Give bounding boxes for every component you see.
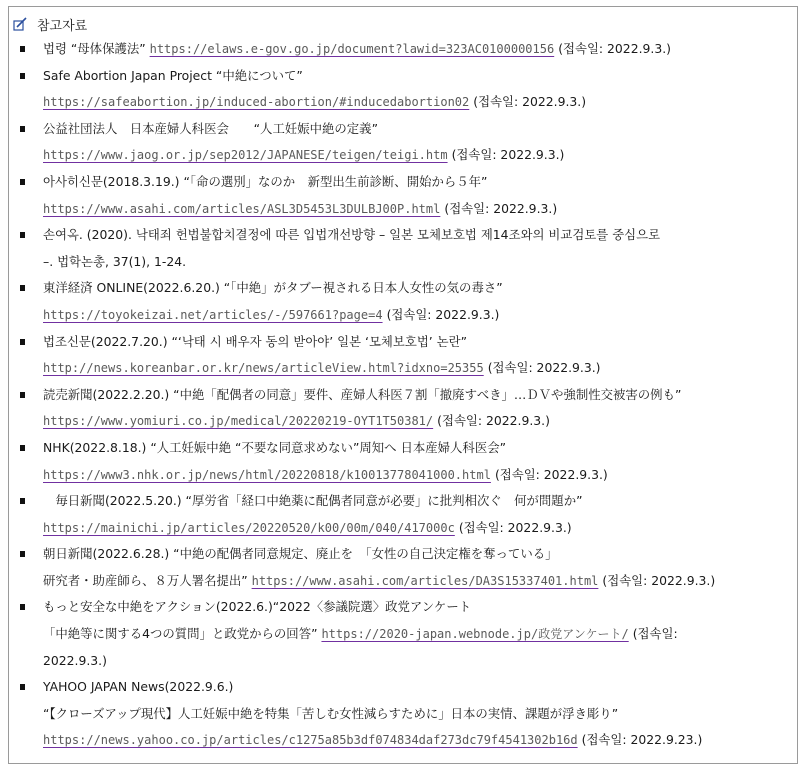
reference-item	[20, 329, 790, 382]
reference-link[interactable]: http://news.koreanbar.or.kr/news/articleView.html?idxno=25355	[43, 361, 484, 376]
reference-text: 법령 “母体保護法”	[43, 41, 150, 56]
reference-line	[43, 222, 790, 249]
reference-line	[43, 89, 790, 116]
reference-text: 研究者・助産師ら、８万人署名提出”	[43, 572, 252, 588]
reference-text: “【クローズアップ現代】人工妊娠中絶を特集「苦しむ女性減らすために」日本の実情、課題が浮き彫り”	[43, 705, 619, 721]
reference-text: 東洋経済 ONLINE(2022.6.20.) “「中絶」がタブー視される日本人女性の気の毒さ”	[43, 280, 503, 296]
access-date: (접속일: 2022.9.3.)	[437, 413, 550, 429]
reference-line	[43, 515, 790, 542]
reference-text: YAHOO JAPAN News(2022.9.6.)	[43, 679, 234, 695]
pencil-note-icon	[13, 17, 27, 31]
reference-link[interactable]: https://news.yahoo.co.jp/articles/c1275a85b3df074834daf273dc79f4541302b16d	[43, 733, 578, 748]
reference-line	[43, 568, 790, 595]
reference-list	[20, 36, 790, 754]
reference-line	[43, 408, 790, 435]
access-date: (접속일: 2022.9.3.)	[494, 466, 608, 482]
reference-line	[43, 462, 790, 489]
access-date: (접속일: 2022.9.23.)	[581, 732, 703, 748]
reference-line	[43, 249, 790, 276]
reference-line	[43, 329, 790, 356]
reference-item	[20, 488, 790, 541]
reference-text: NHK(2022.8.18.) “人工妊娠中絶 “不要な同意求めない”周知へ 日本産婦人科医会”	[43, 439, 507, 455]
reference-item	[20, 63, 790, 116]
reference-text: 朝日新聞(2022.6.28.) “中絶の配偶者同意規定、廃止を 「女性の自己決定権を奪っている」	[43, 546, 558, 562]
access-date: (접속일: 2022.9.3.)	[458, 519, 572, 535]
reference-link[interactable]: https://safeabortion.jp/induced-abortion/#inducedabortion02	[43, 95, 470, 110]
reference-link[interactable]: https://www.jaog.or.jp/sep2012/JAPANESE/teigen/teigi.htm	[43, 148, 448, 163]
reference-item	[20, 674, 790, 754]
reference-line	[43, 275, 790, 302]
reference-line	[43, 435, 790, 462]
access-date: (접속일: 2022.9.3.)	[473, 94, 587, 110]
reference-line	[43, 488, 790, 515]
reference-text: 손여옥. (2020). 낙태죄 헌법불합치결정에 따른 입법개선방향 – 일본 모체보호법 제14조와의 비교검토를 중심으로	[43, 227, 661, 243]
reference-text: 読売新聞(2022.2.20.) “中絶「配偶者の同意」要件、産婦人科医７割「撤廃すべき」…ＤＶや強制性交被害の例も”	[43, 386, 682, 402]
section-header	[13, 12, 87, 36]
access-date: (접속일: 2022.9.3.)	[451, 147, 565, 163]
reference-line	[43, 355, 790, 382]
reference-link[interactable]: https://mainichi.jp/articles/20220520/k00/00m/040/417000c	[43, 520, 455, 535]
reference-link[interactable]: https://www.asahi.com/articles/ASL3D5453L3DULBJ00P.html	[43, 201, 441, 216]
reference-line	[43, 621, 790, 648]
reference-item	[20, 169, 790, 222]
reference-item	[20, 382, 790, 435]
access-date: (접속일: 2022.9.3.)	[487, 360, 601, 376]
reference-text: 「中絶等に関する4つの質問」と政党からの回答”	[43, 626, 322, 642]
reference-line	[43, 196, 790, 223]
reference-text: もっと安全な中絶をアクション(2022.6.)“2022〈参議院選〉政党アンケート	[43, 599, 472, 615]
reference-line	[43, 63, 790, 90]
reference-link[interactable]: https://elaws.e-gov.go.jp/document?lawid=323AC0100000156	[149, 42, 555, 56]
reference-line	[43, 727, 790, 754]
reference-text: 법조신문(2022.7.20.) “‘낙태 시 배우자 동의 받아야’ 일본 ‘모체보호법’ 논란”	[43, 333, 468, 349]
access-date: (접속일: 2022.9.3.)	[602, 572, 716, 588]
reference-line	[43, 382, 790, 409]
reference-link[interactable]: https://www.asahi.com/articles/DA3S15337401.html	[251, 573, 599, 588]
access-date: (접속일: 2022.9.3.)	[386, 306, 500, 322]
reference-text: –. 법학논총, 37(1), 1-24.	[43, 253, 187, 269]
reference-line	[43, 116, 790, 143]
access-date: (접속일:	[632, 626, 678, 642]
access-date: (접속일: 2022.9.3.)	[444, 200, 558, 216]
access-date: (접속일: 2022.9.3.)	[558, 41, 671, 56]
reference-line	[43, 169, 790, 196]
section-title: 참고자료	[37, 18, 88, 34]
reference-line	[43, 674, 790, 701]
reference-item	[20, 435, 790, 488]
reference-item	[20, 275, 790, 328]
reference-line	[43, 701, 790, 728]
reference-text: 2022.9.3.)	[43, 652, 107, 668]
reference-text: 毎日新聞(2022.5.20.) “厚労省「経口中絶薬に配偶者同意が必要」に批判相次ぐ 何が問題か”	[43, 493, 583, 509]
reference-text: Safe Abortion Japan Project “中絶について”	[43, 67, 303, 83]
reference-item	[20, 594, 790, 674]
reference-line	[43, 302, 790, 329]
reference-item	[20, 541, 790, 594]
reference-text: 아사히신문(2018.3.19.) “「命の選別」なのか 新型出生前診断、開始から５年”	[43, 173, 488, 189]
reference-link[interactable]: https://www.yomiuri.co.jp/medical/20220219-OYT1T50381/	[43, 414, 434, 429]
reference-line	[43, 541, 790, 568]
reference-text: 公益社団法人 日本産婦人科医会 “人工妊娠中絶の定義”	[43, 120, 378, 136]
reference-line	[43, 36, 790, 63]
reference-item	[20, 222, 790, 275]
reference-link[interactable]: https://2020-japan.webnode.jp/政党アンケート/	[321, 627, 629, 642]
reference-link[interactable]: https://toyokeizai.net/articles/-/597661?page=4	[43, 307, 383, 322]
reference-line	[43, 142, 790, 169]
reference-link[interactable]: https://www3.nhk.or.jp/news/html/20220818/k10013778041000.html	[43, 467, 491, 482]
reference-line	[43, 594, 790, 621]
reference-item	[20, 116, 790, 169]
reference-line	[43, 648, 790, 675]
reference-item	[20, 36, 790, 63]
